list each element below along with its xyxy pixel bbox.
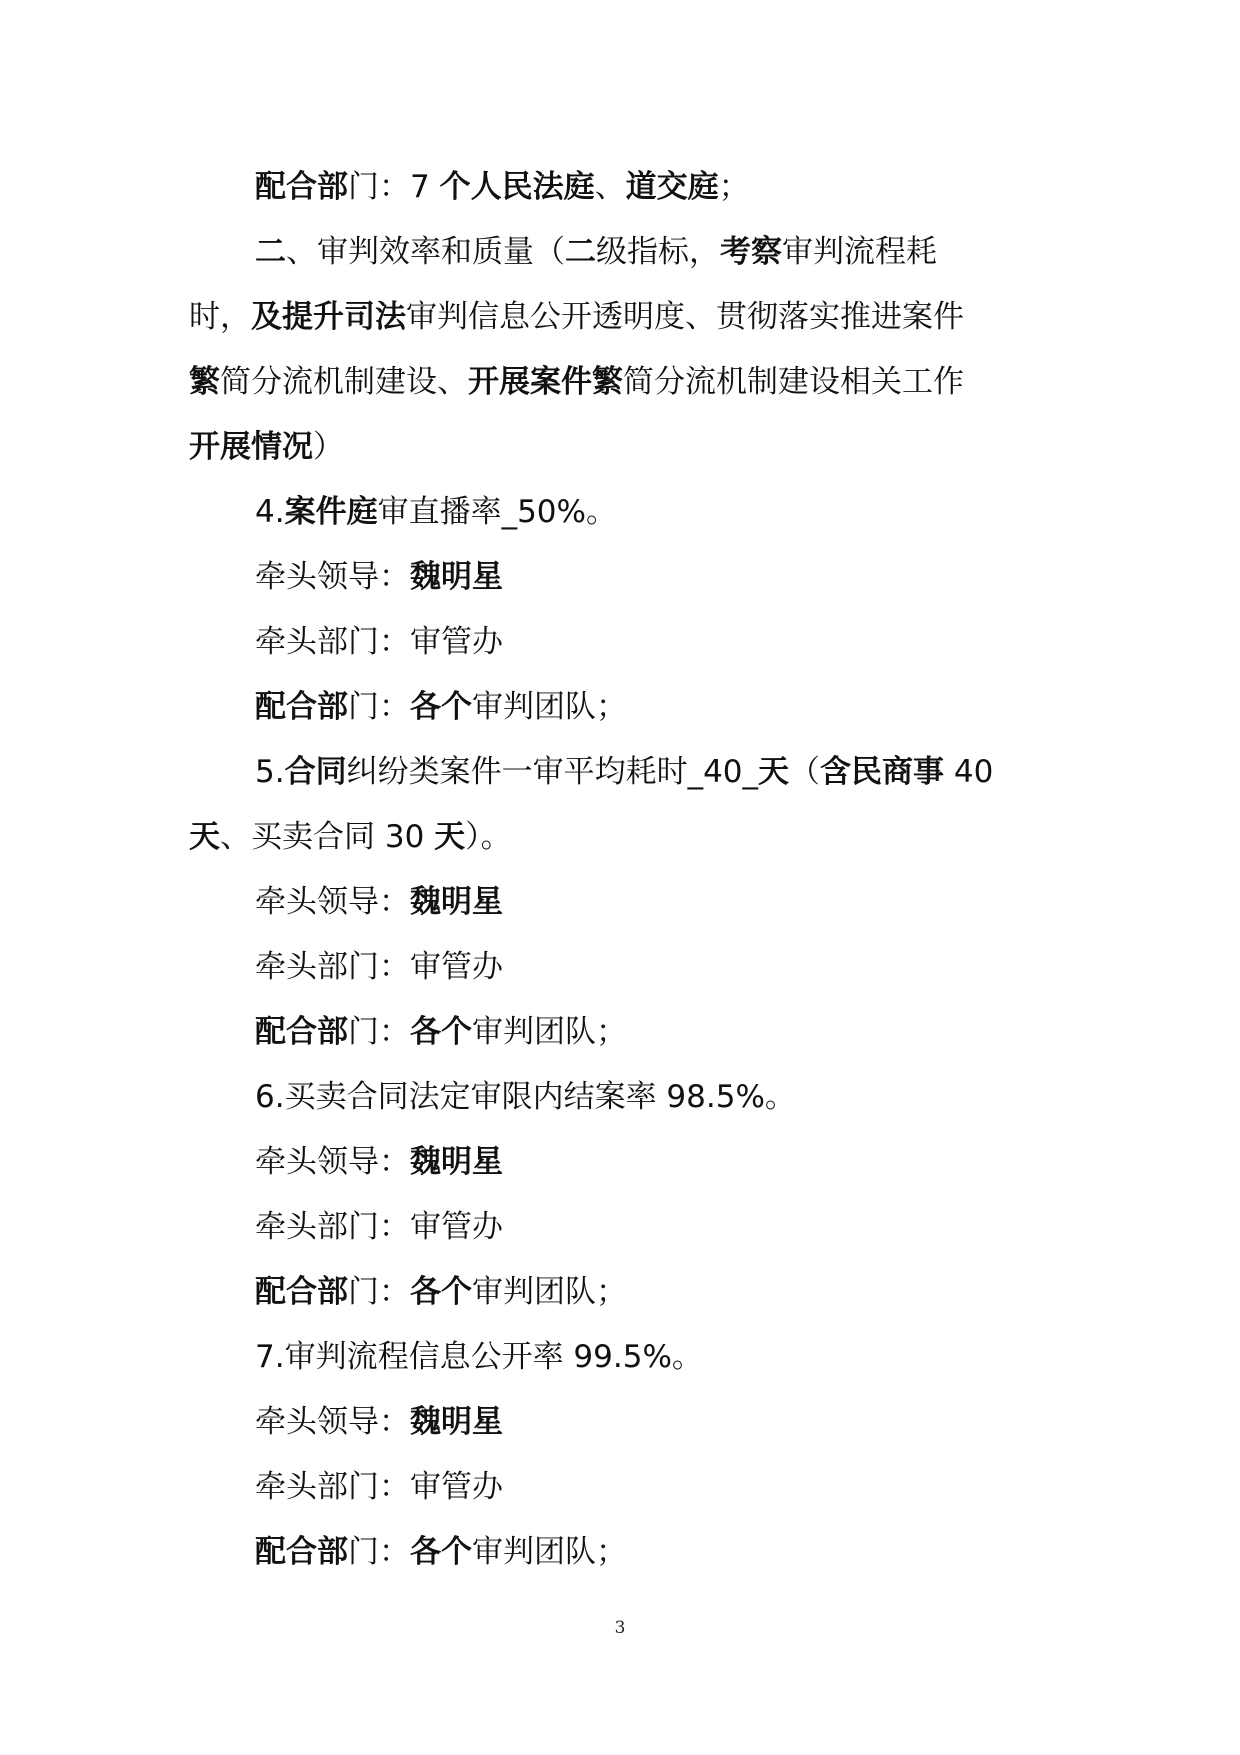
bold-text-run: 开展案件繁 [468,364,623,400]
text-line [255,1207,1075,1247]
bold-text-run: 各个 [410,1274,472,1310]
bold-text-run: 二 [565,234,596,270]
text-run: 审判信息公开透明度、贯彻落实推进案件 [406,299,964,335]
text-run: 纠纷类案件一审平均耗时_40_ [346,754,759,790]
text-line [255,167,1075,207]
text-run: 简分流机制建设、 [220,364,468,400]
text-run: 时， [189,299,251,335]
bold-text-run: 含民商事 [820,754,945,790]
bold-text-run: 考察 [720,234,782,270]
text-run: 牵头领导： [255,1404,410,1440]
text-run: 门： [348,1534,410,1570]
bold-text-run: 合同 [284,754,347,790]
text-line [189,297,1069,337]
text-run: ； [718,169,750,205]
text-run: 牵头领导： [255,559,410,595]
bold-text-run: 各个 [410,1014,472,1050]
bold-text-run: 配合部 [255,1274,348,1310]
text-line [255,492,1075,532]
text-run: 、审判效率和质量（ [286,234,565,270]
text-line [255,557,1075,597]
text-line [255,882,1075,922]
text-line [255,752,1075,792]
text-run: 审判流程耗 [782,234,937,270]
text-run: 牵头部门：审管办 [255,1469,503,1505]
bold-text-run: 各个 [410,1534,472,1570]
bold-text-run: 魏明星 [410,1404,503,1440]
bold-text-run: 及提升司法 [251,299,406,335]
text-run: 牵头部门：审管办 [255,949,503,985]
bold-text-run: 魏明星 [410,884,503,920]
text-run: 牵头领导： [255,1144,410,1180]
text-line [189,362,1069,402]
text-line [255,1012,1075,1052]
bold-text-run: 配合部 [255,689,348,725]
text-line [255,947,1075,987]
text-run: 审判团队； [472,1274,627,1310]
bold-text-run: 个人民法庭 [439,169,595,205]
bold-text-run: 道交庭 [625,169,719,205]
text-run: 审判团队； [472,689,627,725]
bold-text-run: 配合部 [255,1014,348,1050]
text-run: 5. [255,754,285,790]
bold-text-run: 魏明星 [410,1144,503,1180]
text-run: 牵头部门：审管办 [255,1209,503,1245]
text-line [255,687,1075,727]
text-line [255,1467,1075,1507]
text-line [255,232,1075,272]
text-run: 牵头领导： [255,884,410,920]
text-run: 门： [348,689,410,725]
text-run: 审判团队； [472,1534,627,1570]
page-number: 3 [614,1618,626,1638]
text-line [189,817,1069,857]
text-run: 、买卖合同 30 [220,819,435,855]
text-run: ） [313,429,344,465]
text-run: 审直播率_50%。 [377,494,617,530]
bold-text-run: 开展情况 [189,429,313,465]
text-line [255,1532,1075,1572]
text-run: 6.买卖合同法定审限内结案率 98.5%。 [255,1079,796,1115]
bold-text-run: 案件庭 [284,494,378,530]
text-run: ）。 [465,819,512,855]
text-run: 4. [255,494,285,530]
text-run: 40 [944,754,994,790]
text-line [255,622,1075,662]
bold-text-run: 魏明星 [410,559,503,595]
text-run: 牵头部门：审管办 [255,624,503,660]
text-run: （ [789,754,821,790]
text-line [255,1337,1075,1377]
text-run: 门：7 [348,169,440,205]
bold-text-run: 各个 [410,689,472,725]
text-run: 门： [348,1274,410,1310]
text-run: 级指标， [596,234,720,270]
text-line [255,1142,1075,1182]
bold-text-run: 天 [758,754,790,790]
bold-text-run: 配合部 [255,169,348,205]
text-line [255,1402,1075,1442]
bold-text-run: 配合部 [255,1534,348,1570]
bold-text-run: 天 [434,819,466,855]
bold-text-run: 繁 [189,364,220,400]
bold-text-run: 天 [189,819,220,855]
text-run: 审判团队； [472,1014,627,1050]
text-run: 简分流机制建设相关工作 [623,364,964,400]
text-line [255,1272,1075,1312]
bold-text-run: 二 [255,234,286,270]
text-run: 7.审判流程信息公开率 99.5%。 [255,1339,703,1375]
text-line [189,427,1069,467]
text-run: 门： [348,1014,410,1050]
text-run: 、 [594,169,626,205]
text-line [255,1077,1075,1117]
